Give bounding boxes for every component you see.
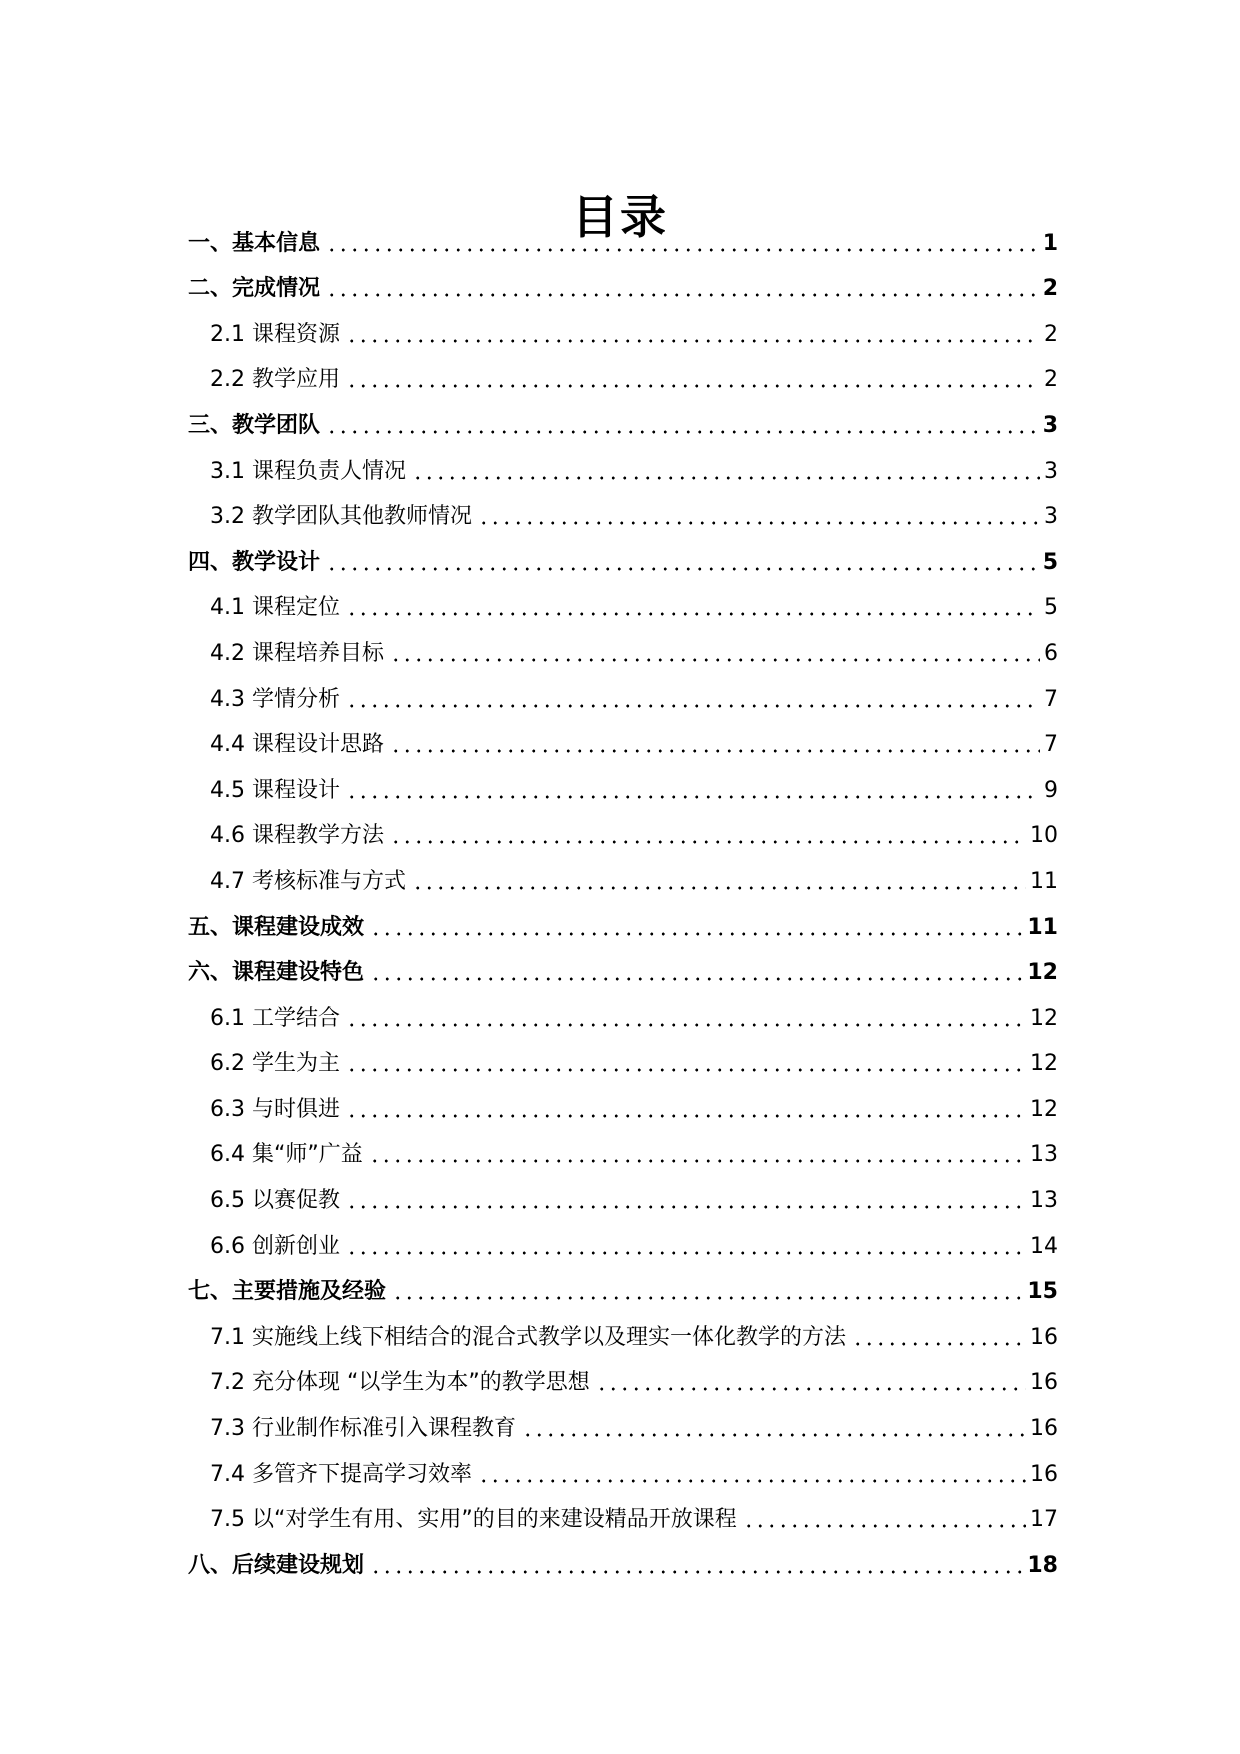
toc-entry-text: 四、教学设计	[188, 549, 321, 575]
dot-leader	[370, 932, 1023, 936]
toc-entry-text: 二、完成情况	[188, 276, 321, 302]
toc-entry-text: 3.2 教学团队其他教师情况	[210, 504, 472, 530]
toc-page-number: 7	[1044, 732, 1058, 758]
dot-leader	[346, 1251, 1026, 1255]
toc-entry[interactable]	[188, 441, 1058, 487]
toc-entry[interactable]	[188, 1353, 1058, 1399]
toc-entry-text: 4.3 学情分析	[210, 686, 340, 712]
toc-page-number: 16	[1030, 1461, 1058, 1487]
toc-entry[interactable]	[188, 943, 1058, 989]
toc-page-number: 5	[1042, 549, 1058, 575]
toc-entry-text: 4.4 课程设计思路	[210, 732, 384, 758]
dot-leader	[346, 1068, 1026, 1072]
toc-entry-text: 八、后续建设规划	[188, 1552, 365, 1578]
toc-list	[188, 213, 1058, 1581]
dot-leader	[392, 1296, 1023, 1300]
toc-entry-text: 4.7 考核标准与方式	[210, 868, 406, 894]
toc-entry-text: 4.6 课程教学方法	[210, 823, 384, 849]
toc-page-number: 6	[1044, 640, 1058, 666]
toc-page-number: 16	[1030, 1324, 1058, 1350]
toc-entry-text: 七、主要措施及经验	[188, 1279, 387, 1305]
toc-page-number: 13	[1030, 1188, 1058, 1214]
dot-leader	[390, 658, 1040, 662]
toc-page-number: 2	[1044, 321, 1058, 347]
toc-title: 目录	[572, 189, 668, 244]
toc-entry[interactable]	[188, 213, 1058, 259]
toc-entry[interactable]	[188, 1079, 1058, 1125]
toc-entry-text: 7.1 实施线上线下相结合的混合式教学以及理实一体化教学的方法	[210, 1324, 846, 1350]
toc-entry-text: 4.1 课程定位	[210, 595, 340, 621]
toc-entry[interactable]	[188, 578, 1058, 624]
dot-leader	[743, 1524, 1026, 1528]
dot-leader	[346, 1114, 1026, 1118]
toc-entry-text: 2.2 教学应用	[210, 367, 340, 393]
toc-entry-text: 一、基本信息	[188, 230, 321, 256]
toc-entry-text: 2.1 课程资源	[210, 321, 340, 347]
toc-entry-text: 7.2 充分体现 “以学生为本”的教学思想	[210, 1370, 590, 1396]
toc-entry[interactable]	[188, 395, 1058, 441]
dot-leader	[596, 1387, 1026, 1391]
toc-page-number: 14	[1030, 1233, 1058, 1259]
toc-entry[interactable]	[188, 304, 1058, 350]
dot-leader	[478, 1479, 1026, 1483]
toc-page-number: 2	[1042, 276, 1058, 302]
toc-entry-text: 6.4 集“师”广益	[210, 1142, 363, 1168]
toc-page-number: 11	[1030, 868, 1058, 894]
toc-entry-text: 6.3 与时俱进	[210, 1096, 340, 1122]
toc-entry[interactable]	[188, 715, 1058, 761]
dot-leader	[346, 384, 1040, 388]
dot-leader	[346, 1205, 1026, 1209]
toc-entry-text: 4.5 课程设计	[210, 777, 340, 803]
dot-leader	[370, 1570, 1023, 1574]
dot-leader	[390, 840, 1026, 844]
toc-entry[interactable]	[188, 897, 1058, 943]
dot-leader	[326, 430, 1039, 434]
toc-entry[interactable]	[188, 532, 1058, 578]
toc-entry-text: 7.4 多管齐下提高学习效率	[210, 1461, 472, 1487]
toc-entry[interactable]	[188, 1125, 1058, 1171]
toc-page-number: 9	[1044, 777, 1058, 803]
dot-leader	[522, 1433, 1026, 1437]
toc-entry[interactable]	[188, 988, 1058, 1034]
toc-page-number: 1	[1042, 230, 1058, 256]
dot-leader	[852, 1342, 1026, 1346]
toc-page-number: 18	[1027, 1552, 1058, 1578]
dot-leader	[346, 339, 1040, 343]
dot-leader	[412, 476, 1040, 480]
toc-entry-text: 4.2 课程培养目标	[210, 640, 384, 666]
toc-page-number: 15	[1027, 1279, 1058, 1305]
toc-page-number: 12	[1027, 960, 1058, 986]
toc-page-number: 3	[1044, 504, 1058, 530]
dot-leader	[370, 977, 1023, 981]
toc-page-number: 12	[1030, 1096, 1058, 1122]
toc-page-number: 7	[1044, 686, 1058, 712]
toc-entry-text: 6.6 创新创业	[210, 1233, 340, 1259]
toc-entry[interactable]	[188, 487, 1058, 533]
toc-entry[interactable]	[188, 669, 1058, 715]
dot-leader	[478, 521, 1040, 525]
dot-leader	[390, 749, 1040, 753]
toc-entry[interactable]	[188, 851, 1058, 897]
dot-leader	[326, 293, 1039, 297]
toc-entry-text: 6.5 以赛促教	[210, 1188, 340, 1214]
dot-leader	[326, 567, 1039, 571]
toc-entry[interactable]	[188, 806, 1058, 852]
toc-entry[interactable]	[188, 1034, 1058, 1080]
toc-entry[interactable]	[188, 259, 1058, 305]
toc-entry[interactable]	[188, 1216, 1058, 1262]
dot-leader	[346, 795, 1040, 799]
toc-page-number: 10	[1030, 823, 1058, 849]
dot-leader	[346, 1023, 1026, 1027]
toc-entry-text: 五、课程建设成效	[188, 914, 365, 940]
toc-page-number: 16	[1030, 1370, 1058, 1396]
toc-entry[interactable]	[188, 1170, 1058, 1216]
toc-entry[interactable]	[188, 760, 1058, 806]
toc-page-number: 11	[1027, 914, 1058, 940]
toc-page-number: 16	[1030, 1416, 1058, 1442]
toc-page-number: 12	[1030, 1005, 1058, 1031]
toc-entry[interactable]	[188, 350, 1058, 396]
toc-page-number: 17	[1030, 1507, 1058, 1533]
toc-entry[interactable]	[188, 1398, 1058, 1444]
toc-entry[interactable]	[188, 1307, 1058, 1353]
toc-page-number: 3	[1044, 458, 1058, 484]
toc-entry-text: 7.5 以“对学生有用、实用”的目的来建设精品开放课程	[210, 1507, 737, 1533]
dot-leader	[346, 704, 1040, 708]
toc-entry-text: 6.1 工学结合	[210, 1005, 340, 1031]
toc-page-number: 12	[1030, 1051, 1058, 1077]
dot-leader	[346, 612, 1040, 616]
toc-entry-text: 6.2 学生为主	[210, 1051, 340, 1077]
toc-page-number: 5	[1044, 595, 1058, 621]
toc-page-number: 3	[1042, 412, 1058, 438]
dot-leader	[369, 1159, 1026, 1163]
toc-page-number: 2	[1044, 367, 1058, 393]
dot-leader	[412, 886, 1026, 890]
toc-entry-text: 六、课程建设特色	[188, 960, 365, 986]
toc-entry-text: 三、教学团队	[188, 412, 321, 438]
dot-leader	[326, 248, 1039, 252]
toc-entry-text: 3.1 课程负责人情况	[210, 458, 406, 484]
toc-entry[interactable]	[188, 1262, 1058, 1308]
toc-entry[interactable]	[188, 623, 1058, 669]
toc-entry[interactable]	[188, 1535, 1058, 1581]
toc-entry-text: 7.3 行业制作标准引入课程教育	[210, 1416, 516, 1442]
toc-entry[interactable]	[188, 1490, 1058, 1536]
toc-page-number: 13	[1030, 1142, 1058, 1168]
toc-entry[interactable]	[188, 1444, 1058, 1490]
